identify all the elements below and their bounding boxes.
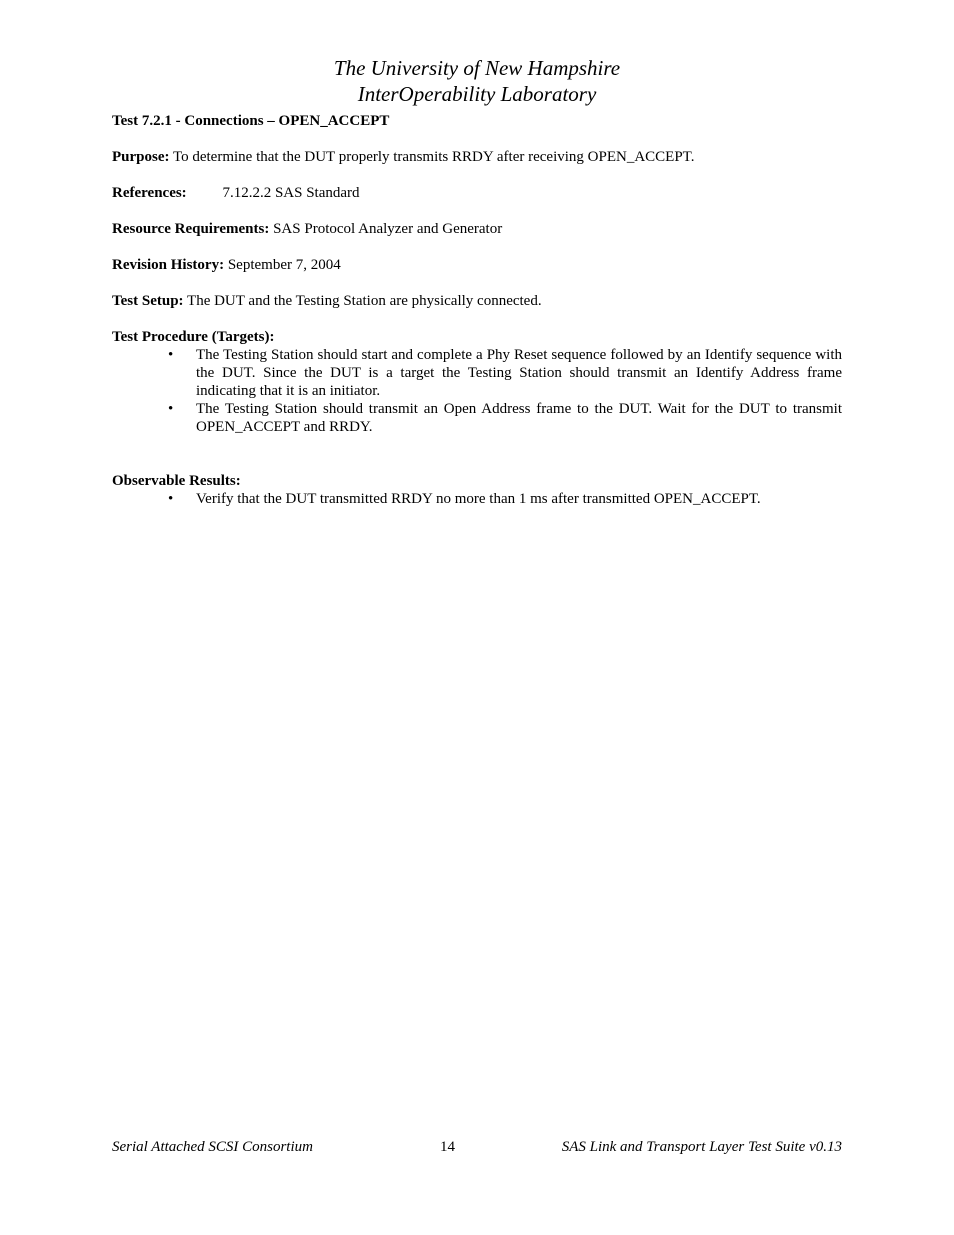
list-item [112,400,842,436]
setup-text: The DUT and the Testing Station are physically connected. [187,293,542,309]
list-item [112,346,842,400]
setup-label: Test Setup: [112,293,184,309]
list-item [112,490,842,508]
resources-field [112,220,842,238]
purpose-field [112,148,842,166]
test-content [112,112,842,508]
results-list [112,490,842,508]
procedure-label: Test Procedure (Targets): [112,329,275,345]
results-item-text: Verify that the DUT transmitted RRDY no more than 1 ms after transmitted OPEN_ACCEPT. [196,491,761,507]
procedure-item-text: The Testing Station should transmit an Open Address frame to the DUT. Wait for the DUT to transmit OPEN_ACCEPT and RRDY. [196,401,842,435]
results-label: Observable Results: [112,473,241,489]
purpose-text: To determine that the DUT properly transmits RRDY after receiving OPEN_ACCEPT. [172,149,695,165]
test-title: Test 7.2.1 - Connections – OPEN_ACCEPT [112,113,390,129]
footer-suite-title: SAS Link and Transport Layer Test Suite v0.13 [561,1139,842,1155]
procedure-item-text: The Testing Station should start and complete a Phy Reset sequence followed by an Identify sequence with the DUT. Since the DUT is a target the Testing Station should transmit an Identify Address frame indicating that it is an initiator. [196,347,842,399]
setup-field [112,292,842,310]
procedure-list [112,346,842,436]
revision-label: Revision History: [112,257,225,273]
purpose-label: Purpose: [112,149,170,165]
revision-text: September 7, 2004 [227,257,341,273]
results-section [112,472,842,508]
page-footer [112,1139,842,1159]
page-number: 14 [440,1139,455,1155]
revision-field [112,256,842,274]
footer-consortium: Serial Attached SCSI Consortium [112,1139,313,1155]
bullet-icon: • [168,347,174,363]
header-lab: InterOperability Laboratory [357,82,597,106]
procedure-section [112,328,842,436]
resources-text: SAS Protocol Analyzer and Generator [273,221,503,237]
header-institution: The University of New Hampshire [333,56,621,80]
resources-label: Resource Requirements: [112,221,270,237]
bullet-icon: • [168,491,174,507]
bullet-icon: • [168,401,174,417]
references-text: 7.12.2.2 SAS Standard [222,185,360,201]
references-label: References: [112,185,187,201]
page-header [0,55,954,107]
references-field [112,184,842,202]
